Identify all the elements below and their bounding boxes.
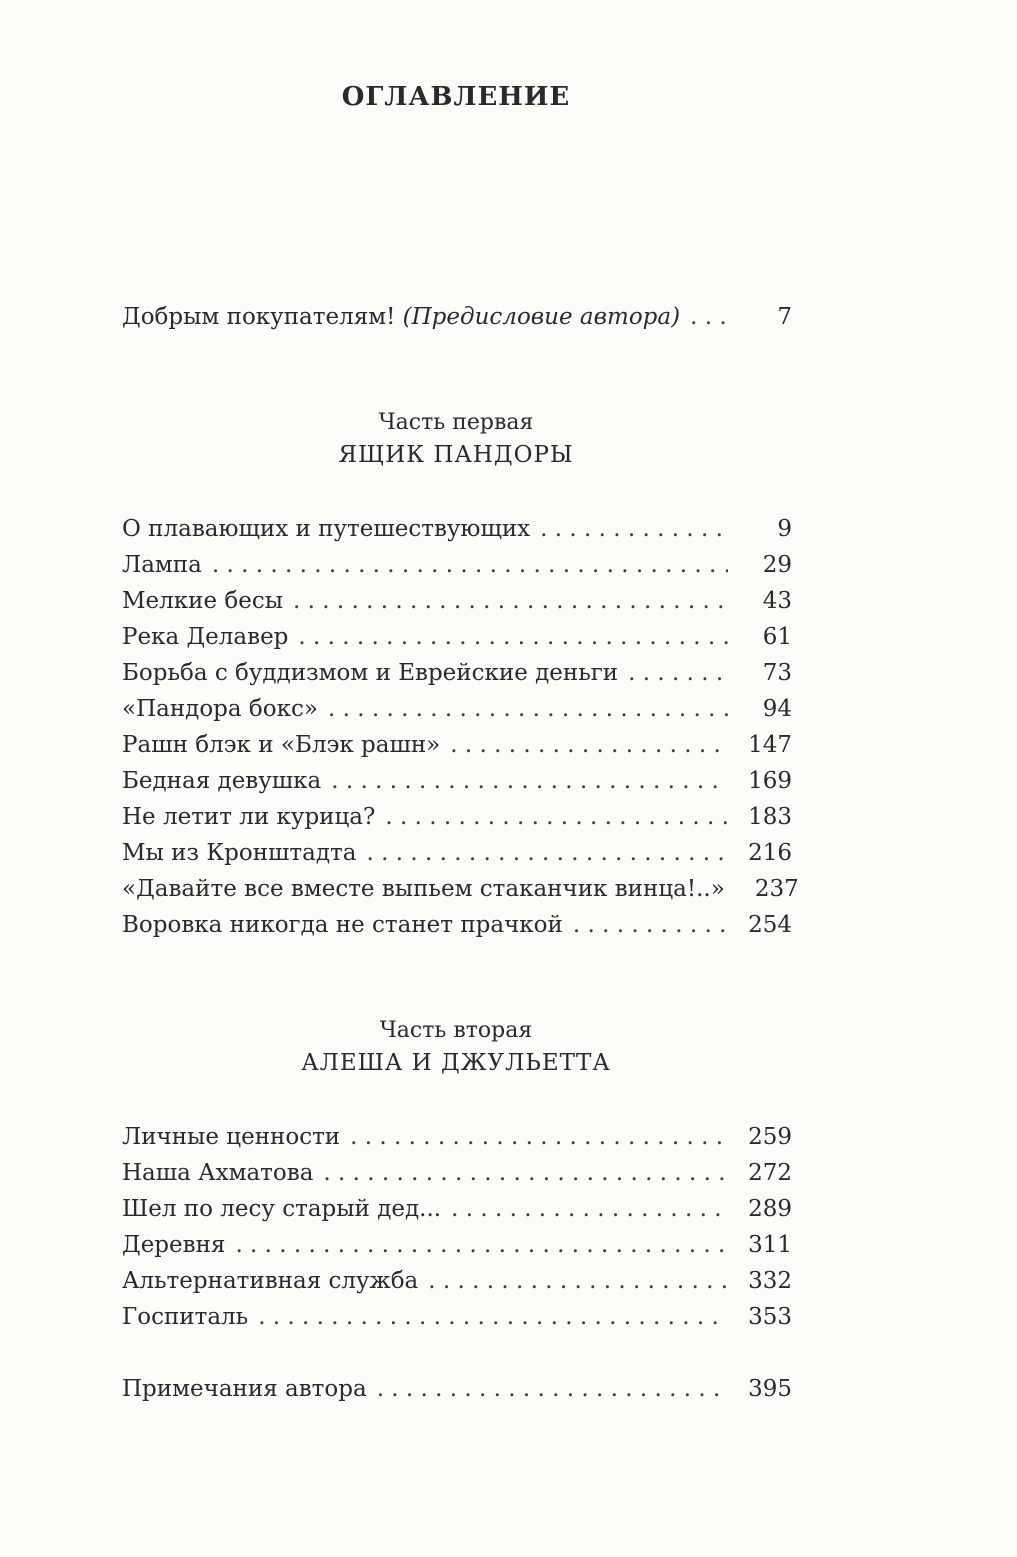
page-title: ОГЛАВЛЕНИЕ xyxy=(341,82,571,112)
toc-entry-title: Бедная девушка xyxy=(122,768,322,794)
toc-entry-page: 259 xyxy=(748,1124,792,1150)
toc-entry-page: 183 xyxy=(748,804,792,830)
toc-entry-title: Деревня xyxy=(122,1232,226,1258)
toc-entry-page: 147 xyxy=(748,732,792,758)
dot-leader xyxy=(451,1192,728,1226)
toc-entry-page: 169 xyxy=(748,768,792,794)
toc-entry-title: Госпиталь xyxy=(122,1304,249,1330)
dot-leader xyxy=(328,692,728,726)
toc-entry-title: «Давайте все вместе выпьем стаканчик винца!..» xyxy=(122,876,725,902)
toc-entry-title: Воровка никогда не станет прачкой xyxy=(122,912,563,938)
dot-leader xyxy=(540,512,728,546)
toc-entry-title: Мы из Кронштадта xyxy=(122,840,357,866)
toc-entry-title: Добрым покупателям! (Предисловие автора) xyxy=(122,304,681,330)
toc-entry-title: Рашн блэк и «Блэк рашн» xyxy=(122,732,441,758)
part2-title: АЛЕША И ДЖУЛЬЕТТА xyxy=(301,1050,611,1076)
toc-entry[interactable] xyxy=(122,1120,792,1154)
toc-entry-title: Не летит ли курица? xyxy=(122,804,376,830)
toc-entry-page: 395 xyxy=(748,1376,792,1402)
toc-entry-page: 272 xyxy=(748,1160,792,1186)
toc-entry[interactable] xyxy=(122,728,792,762)
toc-entry-title: Лампа xyxy=(122,552,202,578)
toc-entry-title: Борьба с буддизмом и Еврейские деньги xyxy=(122,660,619,686)
dot-leader xyxy=(235,1228,728,1262)
toc-entry-title: О плавающих и путешествующих xyxy=(122,516,531,542)
dot-leader xyxy=(331,764,728,798)
dot-leader xyxy=(690,300,728,334)
dot-leader xyxy=(298,620,728,654)
toc-entry-title: Примечания автора xyxy=(122,1376,367,1402)
toc-entry-page: 61 xyxy=(762,624,792,650)
toc-entry-title: Наша Ахматова xyxy=(122,1160,314,1186)
toc-entry[interactable] xyxy=(122,1300,792,1334)
toc-entry-page: 43 xyxy=(762,588,792,614)
toc-entry-page: 216 xyxy=(748,840,792,866)
toc-entry-title: Река Делавер xyxy=(122,624,289,650)
toc-entry-page: 73 xyxy=(762,660,792,686)
toc-entry-page: 254 xyxy=(748,912,792,938)
toc-entry-title: «Пандора бокс» xyxy=(122,696,318,722)
toc-entry[interactable] xyxy=(122,620,792,654)
dot-leader xyxy=(450,728,728,762)
toc-entry-page: 289 xyxy=(748,1196,792,1222)
toc-entry-page: 9 xyxy=(777,516,792,542)
toc-entry[interactable] xyxy=(122,800,792,834)
toc-entry[interactable] xyxy=(122,836,792,870)
toc-entry[interactable] xyxy=(122,656,792,690)
dot-leader xyxy=(573,908,728,942)
toc-entry[interactable] xyxy=(122,764,792,798)
toc-entry-preface[interactable] xyxy=(122,300,792,334)
toc-entry[interactable] xyxy=(122,872,799,906)
toc-entry[interactable] xyxy=(122,908,792,942)
toc-entry-page: 332 xyxy=(748,1268,792,1294)
toc-entry[interactable] xyxy=(122,1264,792,1298)
toc-entry[interactable] xyxy=(122,1228,792,1262)
dot-leader xyxy=(258,1300,728,1334)
part1-title: ЯЩИК ПАНДОРЫ xyxy=(338,442,574,468)
dot-leader xyxy=(293,584,728,618)
toc-entry[interactable] xyxy=(122,548,792,582)
dot-leader xyxy=(323,1156,728,1190)
toc-entry[interactable] xyxy=(122,584,792,618)
dot-leader xyxy=(428,1264,728,1298)
toc-entry[interactable] xyxy=(122,692,792,726)
toc-entry-page: 29 xyxy=(762,552,792,578)
part2-label: Часть вторая xyxy=(379,1018,533,1043)
toc-entry-page: 7 xyxy=(777,304,792,330)
toc-entry-page: 353 xyxy=(748,1304,792,1330)
toc-entry-page: 94 xyxy=(762,696,792,722)
toc-entry-title: Мелкие бесы xyxy=(122,588,284,614)
toc-entry-title: Альтернативная служба xyxy=(122,1268,419,1294)
toc-entry-page: 237 xyxy=(754,876,799,902)
dot-leader xyxy=(628,656,728,690)
dot-leader xyxy=(385,800,728,834)
toc-entry[interactable] xyxy=(122,1192,792,1226)
dot-leader xyxy=(366,836,728,870)
toc-entry[interactable] xyxy=(122,1156,792,1190)
dot-leader xyxy=(377,1372,728,1406)
toc-entry-title: Шел по лесу старый дед... xyxy=(122,1196,442,1222)
toc-entry[interactable] xyxy=(122,512,792,546)
part1-label: Часть первая xyxy=(378,410,534,435)
dot-leader xyxy=(212,548,728,582)
toc-entry-page: 311 xyxy=(748,1232,792,1258)
dot-leader xyxy=(350,1120,728,1154)
toc-entry-title: Личные ценности xyxy=(122,1124,341,1150)
toc-entry-notes[interactable] xyxy=(122,1372,792,1406)
